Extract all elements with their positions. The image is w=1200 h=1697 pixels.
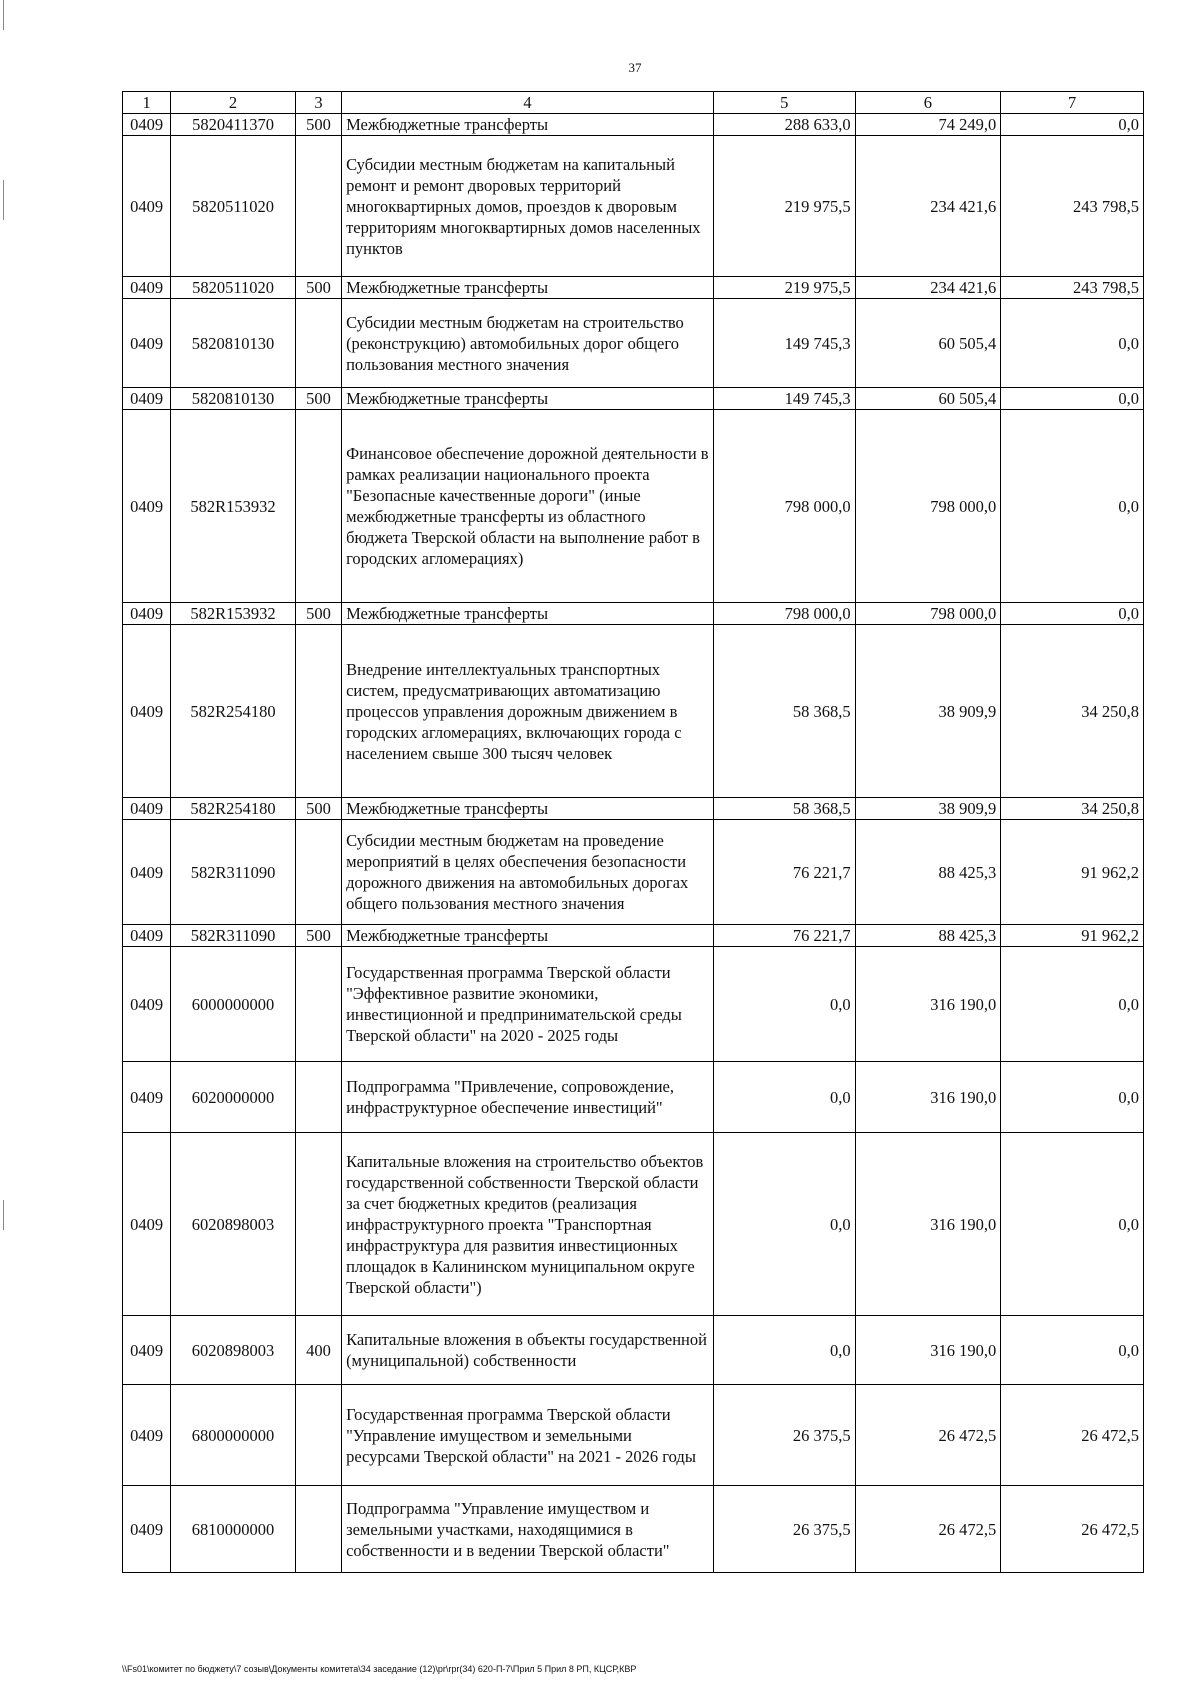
target-article-code: 5820810130: [171, 299, 296, 388]
amount-year-1: 798 000,0: [713, 603, 855, 625]
section-code: 0409: [123, 603, 171, 625]
amount-year-1: 798 000,0: [713, 410, 855, 603]
target-article-code: 582R311090: [171, 820, 296, 925]
expense-type-code: [295, 1062, 341, 1133]
section-code: 0409: [123, 410, 171, 603]
expense-name: Финансовое обеспечение дорожной деятельности в рамках реализации национального проекта "Безопасные качественные дороги" (иные межбюджетные трансферты из областного бюджета Тверской области на выполнение работ в городских агломерациях): [342, 410, 714, 603]
expense-type-code: 500: [295, 798, 341, 820]
amount-year-1: 0,0: [713, 1062, 855, 1133]
section-code: 0409: [123, 925, 171, 947]
header-col-1: 1: [123, 92, 171, 114]
expense-name: Подпрограмма "Управление имуществом и земельными участками, находящимися в собственности и в ведении Тверской области": [342, 1486, 714, 1573]
amount-year-3: 0,0: [1001, 1062, 1144, 1133]
target-article-code: 6000000000: [171, 947, 296, 1062]
footer-file-path: \\Fs01\комитет по бюджету\7 созыв\Документы комитета\34 заседание (12)\pr\rpr(34) 620-П-7\Прил 5 Прил 8 РП, КЦСР,КВР: [122, 1664, 637, 1674]
amount-year-1: 288 633,0: [713, 114, 855, 136]
table-row: [123, 798, 1144, 820]
amount-year-1: 0,0: [713, 947, 855, 1062]
expense-name: Межбюджетные трансферты: [342, 925, 714, 947]
target-article-code: 582R254180: [171, 798, 296, 820]
table-row: [123, 603, 1144, 625]
expense-name: Межбюджетные трансферты: [342, 388, 714, 410]
section-code: 0409: [123, 277, 171, 299]
amount-year-2: 38 909,9: [855, 625, 1001, 798]
table-row: [123, 136, 1144, 277]
expense-name: Межбюджетные трансферты: [342, 798, 714, 820]
expense-type-code: 500: [295, 388, 341, 410]
target-article-code: 582R153932: [171, 603, 296, 625]
amount-year-1: 58 368,5: [713, 625, 855, 798]
amount-year-2: 234 421,6: [855, 277, 1001, 299]
expense-name: Межбюджетные трансферты: [342, 277, 714, 299]
section-code: 0409: [123, 388, 171, 410]
amount-year-3: 0,0: [1001, 388, 1144, 410]
scan-edge-mark: [3, 0, 4, 30]
budget-table-container: [122, 91, 1144, 1573]
amount-year-3: 243 798,5: [1001, 277, 1144, 299]
table-row: [123, 625, 1144, 798]
scan-edge-mark: [3, 180, 4, 220]
table-row: [123, 1316, 1144, 1385]
target-article-code: 6020898003: [171, 1133, 296, 1316]
expense-name: Государственная программа Тверской области "Эффективное развитие экономики, инвестиционной и предпринимательской среды Тверской области" на 2020 - 2025 годы: [342, 947, 714, 1062]
expense-name: Субсидии местным бюджетам на строительство (реконструкцию) автомобильных дорог общего пользования местного значения: [342, 299, 714, 388]
target-article-code: 582R311090: [171, 925, 296, 947]
table-row: [123, 114, 1144, 136]
section-code: 0409: [123, 820, 171, 925]
amount-year-1: 149 745,3: [713, 388, 855, 410]
amount-year-2: 316 190,0: [855, 947, 1001, 1062]
section-code: 0409: [123, 136, 171, 277]
amount-year-2: 234 421,6: [855, 136, 1001, 277]
target-article-code: 582R153932: [171, 410, 296, 603]
table-row: [123, 1062, 1144, 1133]
expense-type-code: [295, 625, 341, 798]
expense-name: Межбюджетные трансферты: [342, 603, 714, 625]
target-article-code: 6020898003: [171, 1316, 296, 1385]
target-article-code: 6020000000: [171, 1062, 296, 1133]
section-code: 0409: [123, 114, 171, 136]
target-article-code: 6800000000: [171, 1385, 296, 1486]
header-col-4: 4: [342, 92, 714, 114]
table-row: [123, 1133, 1144, 1316]
table-row: [123, 1385, 1144, 1486]
amount-year-3: 0,0: [1001, 299, 1144, 388]
amount-year-3: 0,0: [1001, 114, 1144, 136]
amount-year-1: 149 745,3: [713, 299, 855, 388]
amount-year-3: 0,0: [1001, 1133, 1144, 1316]
expense-type-code: 500: [295, 114, 341, 136]
section-code: 0409: [123, 1133, 171, 1316]
target-article-code: 5820511020: [171, 136, 296, 277]
expense-type-code: [295, 947, 341, 1062]
amount-year-3: 34 250,8: [1001, 625, 1144, 798]
expense-type-code: 500: [295, 925, 341, 947]
amount-year-2: 316 190,0: [855, 1062, 1001, 1133]
amount-year-2: 60 505,4: [855, 388, 1001, 410]
amount-year-3: 243 798,5: [1001, 136, 1144, 277]
table-row: [123, 925, 1144, 947]
amount-year-3: 26 472,5: [1001, 1486, 1144, 1573]
amount-year-1: 76 221,7: [713, 925, 855, 947]
expense-name: Внедрение интеллектуальных транспортных систем, предусматривающих автоматизацию процессов управления дорожным движением в городских агломерациях, включающих города с населением свыше 300 тысяч человек: [342, 625, 714, 798]
expense-name: Субсидии местным бюджетам на капитальный ремонт и ремонт дворовых территорий многоквартирных домов, проездов к дворовым территориям многоквартирных домов населенных пунктов: [342, 136, 714, 277]
amount-year-2: 798 000,0: [855, 410, 1001, 603]
amount-year-2: 26 472,5: [855, 1385, 1001, 1486]
table-row: [123, 947, 1144, 1062]
header-col-6: 6: [855, 92, 1001, 114]
amount-year-3: 0,0: [1001, 1316, 1144, 1385]
expense-name: Подпрограмма "Привлечение, сопровождение, инфраструктурное обеспечение инвестиций": [342, 1062, 714, 1133]
expense-type-code: [295, 1486, 341, 1573]
target-article-code: 5820511020: [171, 277, 296, 299]
amount-year-1: 0,0: [713, 1133, 855, 1316]
amount-year-2: 316 190,0: [855, 1316, 1001, 1385]
expense-type-code: [295, 1133, 341, 1316]
section-code: 0409: [123, 1316, 171, 1385]
amount-year-1: 219 975,5: [713, 136, 855, 277]
amount-year-2: 798 000,0: [855, 603, 1001, 625]
table-row: [123, 820, 1144, 925]
expense-name: Капитальные вложения на строительство объектов государственной собственности Тверской области за счет бюджетных кредитов (реализация инфраструктурного проекта "Транспортная инфраструктура для развития инвестиционных площадок в Калининском муниципальном округе Тверской области"): [342, 1133, 714, 1316]
expense-type-code: 400: [295, 1316, 341, 1385]
amount-year-2: 316 190,0: [855, 1133, 1001, 1316]
target-article-code: 6810000000: [171, 1486, 296, 1573]
amount-year-3: 91 962,2: [1001, 925, 1144, 947]
amount-year-3: 26 472,5: [1001, 1385, 1144, 1486]
section-code: 0409: [123, 1486, 171, 1573]
expense-name: Капитальные вложения в объекты государственной (муниципальной) собственности: [342, 1316, 714, 1385]
section-code: 0409: [123, 1062, 171, 1133]
table-row: [123, 277, 1144, 299]
expense-type-code: [295, 410, 341, 603]
target-article-code: 5820411370: [171, 114, 296, 136]
target-article-code: 5820810130: [171, 388, 296, 410]
expense-type-code: [295, 299, 341, 388]
header-col-7: 7: [1001, 92, 1144, 114]
expense-type-code: [295, 136, 341, 277]
table-row: [123, 299, 1144, 388]
amount-year-2: 38 909,9: [855, 798, 1001, 820]
amount-year-2: 88 425,3: [855, 925, 1001, 947]
expense-type-code: 500: [295, 277, 341, 299]
section-code: 0409: [123, 798, 171, 820]
amount-year-1: 58 368,5: [713, 798, 855, 820]
expense-name: Субсидии местным бюджетам на проведение мероприятий в целях обеспечения безопасности дорожного движения на автомобильных дорогах общего пользования местного значения: [342, 820, 714, 925]
amount-year-1: 219 975,5: [713, 277, 855, 299]
amount-year-3: 0,0: [1001, 947, 1144, 1062]
table-row: [123, 388, 1144, 410]
page-number: 37: [628, 60, 642, 75]
section-code: 0409: [123, 299, 171, 388]
target-article-code: 582R254180: [171, 625, 296, 798]
expense-type-code: 500: [295, 603, 341, 625]
budget-table: [122, 91, 1144, 1573]
amount-year-3: 91 962,2: [1001, 820, 1144, 925]
expense-type-code: [295, 1385, 341, 1486]
expense-name: Государственная программа Тверской области "Управление имуществом и земельными ресурсами Тверской области" на 2021 - 2026 годы: [342, 1385, 714, 1486]
header-row: [123, 92, 1144, 114]
amount-year-1: 26 375,5: [713, 1385, 855, 1486]
expense-type-code: [295, 820, 341, 925]
table-row: [123, 1486, 1144, 1573]
amount-year-1: 26 375,5: [713, 1486, 855, 1573]
section-code: 0409: [123, 1385, 171, 1486]
amount-year-2: 60 505,4: [855, 299, 1001, 388]
expense-name: Межбюджетные трансферты: [342, 114, 714, 136]
header-col-3: 3: [295, 92, 341, 114]
amount-year-2: 26 472,5: [855, 1486, 1001, 1573]
section-code: 0409: [123, 947, 171, 1062]
header-col-5: 5: [713, 92, 855, 114]
amount-year-2: 88 425,3: [855, 820, 1001, 925]
amount-year-3: 0,0: [1001, 603, 1144, 625]
amount-year-1: 0,0: [713, 1316, 855, 1385]
scan-edge-mark: [3, 1200, 4, 1230]
section-code: 0409: [123, 625, 171, 798]
header-col-2: 2: [171, 92, 296, 114]
amount-year-3: 0,0: [1001, 410, 1144, 603]
amount-year-3: 34 250,8: [1001, 798, 1144, 820]
table-row: [123, 410, 1144, 603]
amount-year-2: 74 249,0: [855, 114, 1001, 136]
amount-year-1: 76 221,7: [713, 820, 855, 925]
